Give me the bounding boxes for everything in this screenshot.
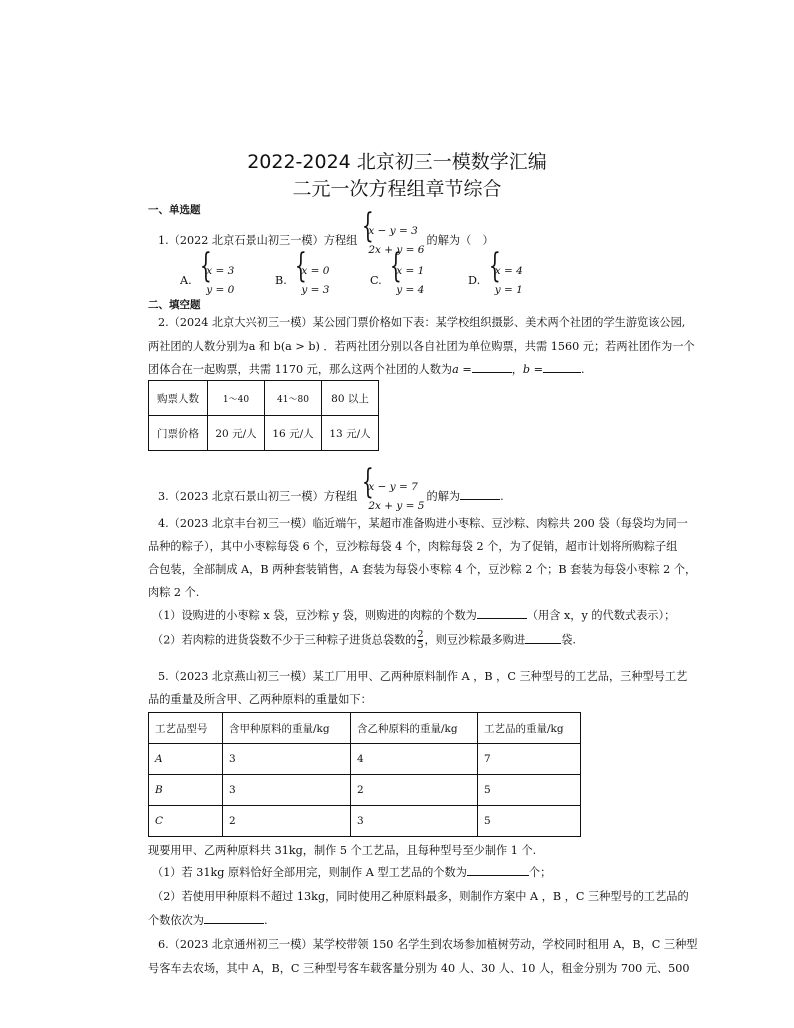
- table-cell: 工艺品型号: [149, 713, 223, 744]
- section-heading-fill-in: 二、填空题: [148, 299, 201, 311]
- q2-line-3: [148, 361, 585, 377]
- q4-line-1: 4.（2023 北京丰台初三一模）临近端午，某超市准备购进小枣粽、豆沙粽、肉粽共 200 袋（每袋均为同一: [158, 517, 688, 530]
- ticket-price-table: [148, 380, 379, 451]
- table-row: [149, 775, 581, 806]
- table-cell: 5: [478, 775, 581, 806]
- q2-answer-blank-b[interactable]: [543, 361, 581, 373]
- q3-stem-text: 3.（2023 北京石景山初三一模）方程组: [158, 490, 358, 503]
- q1-option-line: x = 4: [494, 265, 523, 277]
- q1-option-system: [197, 262, 234, 300]
- q5-part-1: [152, 864, 551, 880]
- q5-line-1: 5.（2023 北京燕山初三一模）某工厂用甲、乙两种原料制作 A ，B ，C 三种型号的工艺品，三种型号工艺: [158, 670, 688, 683]
- table-cell: 7: [478, 744, 581, 775]
- table-row: [149, 381, 379, 416]
- q4-part-2: [152, 630, 576, 651]
- table-cell: 1～40: [208, 381, 265, 416]
- table-cell: 20 元/人: [208, 416, 265, 451]
- q1-option-system: [387, 262, 424, 300]
- q1-stem-text: 1.（2022 北京石景山初三一模）方程组: [158, 234, 358, 247]
- q1-option-b: [275, 262, 331, 300]
- q2-line-1: 2.（2024 北京大兴初三一模）某公园门票价格如下表：某学校组织摄影、美术两个社团的学生游览该公园,: [158, 316, 686, 329]
- q4-answer-blank-1[interactable]: [477, 607, 527, 619]
- q2-end: .: [581, 363, 585, 376]
- q5-part-2-text: 个数依次为: [148, 914, 204, 927]
- q5-part-1-text: （1）若 31kg 原料恰好全部用完，则制作 A 型工艺品的个数为: [152, 866, 467, 879]
- q1-option-system: [486, 262, 523, 300]
- table-row: [149, 744, 581, 775]
- table-cell: 5: [478, 806, 581, 837]
- q1-option-line: x = 0: [301, 265, 330, 277]
- q1-option-system: [292, 262, 329, 300]
- q4-part-1-tail: （用含 x，y 的代数式表示）；: [526, 609, 676, 622]
- q1-option-label: A.: [180, 274, 192, 287]
- table-cell: 3: [223, 744, 351, 775]
- q5-part-2-cont: [148, 912, 268, 928]
- q4-line-3: 合包装，全部制成 A，B 两种套装销售，A 套装为每袋小枣粽 4 个，豆沙粽 2 个；B 套装为每袋小枣粽 2 个，: [148, 563, 697, 576]
- table-cell: 4: [351, 744, 478, 775]
- table-cell: 含乙种原料的重量/kg: [351, 713, 478, 744]
- table-cell: 工艺品的重量/kg: [478, 713, 581, 744]
- q1-option-line: y = 1: [494, 284, 523, 296]
- table-row: [149, 713, 581, 744]
- q2-var-a: a =: [452, 363, 472, 376]
- table-cell: 2: [223, 806, 351, 837]
- q3-eq1: x − y = 7: [368, 481, 418, 493]
- table-row: [149, 416, 379, 451]
- q1-option-label: C.: [370, 274, 382, 287]
- q4-line-2: 品种的粽子），其中小枣粽每袋 6 个，豆沙粽每袋 4 个，肉粽每袋 2 个，为了促销，超市计划将所购粽子组: [148, 540, 678, 553]
- q1-option-a: [180, 262, 236, 300]
- q4-line-4: 肉粽 2 个.: [148, 586, 200, 599]
- q4-fraction: [417, 630, 423, 651]
- fraction-denominator: 5: [417, 640, 424, 651]
- table-cell: B: [149, 775, 223, 806]
- q3-equation-system: [359, 478, 424, 516]
- q6-line-1: 6.（2023 北京通州初三一模）某学校带领 150 名学生到农场参加植树劳动，学校同时租用 A，B，C 三种型: [158, 938, 698, 951]
- q5-part-2-tail: .: [263, 914, 268, 927]
- q5-answer-blank-2[interactable]: [204, 912, 264, 924]
- table-cell: 含甲种原料的重量/kg: [223, 713, 351, 744]
- table-cell: 购票人数: [149, 381, 208, 416]
- q4-part-1: [152, 607, 675, 623]
- q4-answer-blank-2[interactable]: [525, 632, 561, 644]
- section-heading-single-choice: 一、单选题: [148, 204, 201, 216]
- q2-line-3-text: 团体合在一起购票，共需 1170 元，那么这两个社团的人数为: [148, 363, 453, 376]
- q1-tail: 的解为（ ）: [426, 234, 494, 247]
- q2-var-b: b =: [522, 363, 543, 376]
- q1-option-line: x = 3: [206, 265, 235, 277]
- q5-line-2: 品的重量及所含甲、乙两种原料的重量如下：: [148, 693, 372, 706]
- q4-part-2-text: （2）若肉粽的进货袋数不少于三种粽子进货总袋数的: [152, 633, 417, 647]
- q4-part-2-mid: ，则豆沙粽最多购进: [424, 633, 526, 647]
- table-cell: 13 元/人: [322, 416, 379, 451]
- fraction-numerator: 2: [417, 629, 424, 640]
- q3-tail: 的解为: [426, 490, 461, 503]
- q3-end: .: [500, 490, 504, 503]
- q1-eq1: x − y = 3: [368, 225, 418, 237]
- q5-part-1-tail: 个；: [528, 866, 552, 879]
- q4-part-1-text: （1）设购进的小枣粽 x 袋，豆沙粽 y 袋，则购进的肉粽的个数为: [152, 609, 477, 622]
- q1-option-line: x = 1: [396, 265, 425, 277]
- table-cell: 3: [351, 806, 478, 837]
- table-cell: 2: [351, 775, 478, 806]
- page-subtitle: 二元一次方程组章节综合: [292, 178, 502, 200]
- table-cell: A: [149, 744, 223, 775]
- table-cell: 3: [223, 775, 351, 806]
- q5-line-3: 现要用甲、乙两种原料共 31kg，制作 5 个工艺品，且每种型号至少制作 1 个.: [148, 844, 537, 857]
- q1-option-d: [468, 262, 525, 300]
- q2-answer-blank-a[interactable]: [472, 361, 512, 373]
- q2-sep: ，: [511, 363, 523, 376]
- q3-eq2: 2x + y = 5: [368, 500, 425, 512]
- table-cell: 门票价格: [149, 416, 208, 451]
- page-title: 2022-2024 北京初三一模数学汇编: [247, 151, 547, 173]
- table-row: [149, 806, 581, 837]
- q5-part-2: （2）若使用甲种原料不超过 13kg，同时使用乙种原料最多，则制作方案中 A ，B ，C 三种型号的工艺品的: [152, 890, 689, 903]
- table-cell: C: [149, 806, 223, 837]
- q4-part-2-tail: 袋.: [561, 633, 576, 647]
- q6-line-2: 号客车去农场，其中 A，B，C 三种型号客车载客量分别为 40 人、30 人、10 人，租金分别为 700 元、500: [148, 962, 690, 975]
- q2-line-2: 两社团的人数分别为a 和 b(a > b) ．若两社团分别以各自社团为单位购票，共需 1560 元；若两社团作为一个: [148, 340, 695, 353]
- q1-option-line: y = 0: [206, 284, 235, 296]
- q1-option-line: y = 3: [301, 284, 330, 296]
- q5-answer-blank-1[interactable]: [467, 864, 529, 876]
- table-cell: 16 元/人: [265, 416, 322, 451]
- craft-weight-table: [148, 712, 581, 837]
- q1-option-line: y = 4: [396, 284, 425, 296]
- q1-option-c: [370, 262, 426, 300]
- table-cell: 80 以上: [322, 381, 379, 416]
- q1-eq2: 2x + y = 6: [368, 244, 425, 256]
- q1-option-label: D.: [468, 274, 481, 287]
- table-cell: 41～80: [265, 381, 322, 416]
- question-3-stem: [158, 478, 504, 516]
- q1-option-label: B.: [275, 274, 287, 287]
- q3-answer-blank[interactable]: [460, 488, 500, 500]
